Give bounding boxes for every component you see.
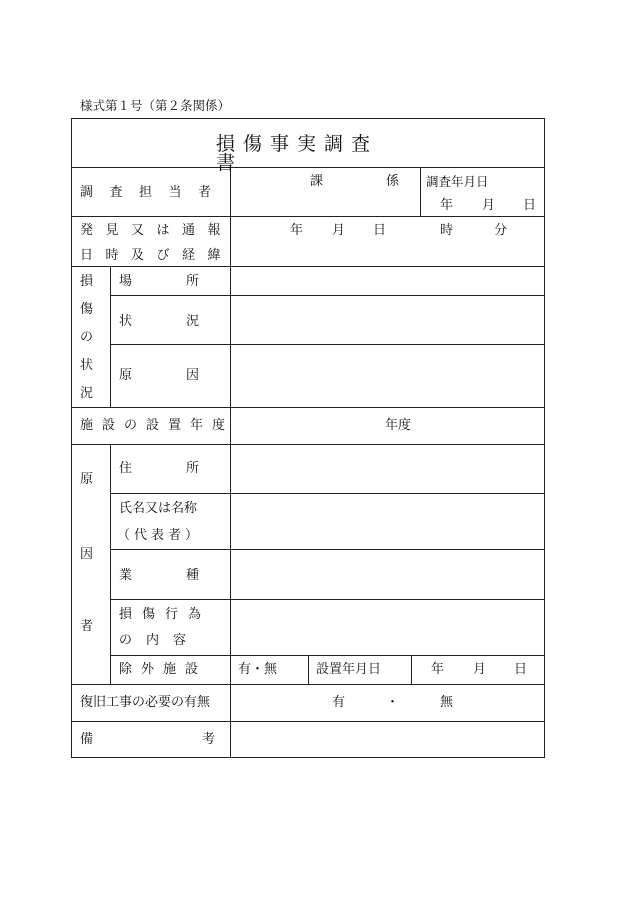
discovery-hour-unit: 時 (440, 223, 454, 238)
damage-status-char: 状 (80, 358, 94, 373)
row-divider (110, 549, 544, 550)
row-divider (72, 684, 544, 685)
row-divider (110, 344, 544, 345)
discovery-label-line1: 発見又は通報 (80, 223, 234, 238)
responsible-party-char: 者 (80, 619, 94, 634)
column-divider (308, 655, 309, 684)
install-date-label: 設置年月日 (316, 662, 382, 677)
section-suffix: 係 (386, 174, 400, 189)
investigation-date-label: 調査年月日 (426, 174, 489, 189)
damage-status-char: 傷 (80, 302, 94, 317)
row-divider (72, 407, 544, 408)
install-day-unit: 日 (514, 662, 528, 677)
damage-status-char: 損 (80, 274, 94, 289)
install-year-unit: 年 (431, 662, 445, 677)
discovery-minute-unit: 分 (494, 223, 508, 238)
restoration-separator: ・ (386, 695, 400, 710)
restoration-option-yes: 有 (332, 695, 346, 710)
row-divider (72, 266, 544, 267)
form-title: 損傷事実調査書 (216, 133, 379, 174)
damage-investigation-form (71, 118, 545, 758)
date-unit-day: 日 (523, 198, 537, 213)
column-divider (411, 655, 412, 684)
remarks-label: 備考 (80, 732, 325, 747)
column-divider (420, 167, 421, 216)
row-divider (72, 216, 544, 217)
facility-year-label: 施設の設置年度 (80, 418, 235, 433)
location-label: 場所 (119, 274, 254, 289)
row-divider (110, 599, 544, 600)
responsible-party-char: 因 (80, 547, 94, 562)
name-label-line2: （代表者） (117, 528, 203, 543)
cause-label: 原因 (119, 368, 254, 383)
presence-choice: 有・無 (238, 662, 278, 677)
date-unit-year: 年 (440, 198, 454, 213)
discovery-label-line2: 日時及び経緯 (80, 248, 234, 263)
date-unit-month: 月 (482, 198, 496, 213)
excluded-facility-label: 除外施設 (119, 662, 208, 677)
discovery-month-unit: 月 (332, 223, 346, 238)
column-divider (110, 266, 111, 407)
row-divider (110, 295, 544, 296)
facility-year-suffix: 年度 (385, 418, 412, 433)
row-divider (72, 444, 544, 445)
investigator-label: 調査担当者 (80, 185, 228, 200)
discovery-day-unit: 日 (373, 223, 387, 238)
industry-label: 業種 (119, 568, 254, 583)
condition-label: 状況 (119, 314, 254, 329)
damage-status-char: の (80, 330, 94, 345)
restoration-option-no: 無 (440, 695, 454, 710)
column-divider (110, 444, 111, 684)
damaging-act-label-line2: の内容 (119, 633, 201, 648)
damaging-act-label-line1: 損傷行為 (119, 607, 212, 622)
damage-status-char: 況 (80, 386, 94, 401)
row-divider (110, 493, 544, 494)
discovery-year-unit: 年 (290, 223, 304, 238)
responsible-party-char: 原 (80, 472, 94, 487)
row-divider (110, 655, 544, 656)
install-month-unit: 月 (473, 662, 487, 677)
restoration-label: 復旧工事の必要の有無 (80, 695, 211, 710)
form-number-caption: 様式第１号（第２条関係） (80, 98, 231, 113)
row-divider (72, 721, 544, 722)
name-label-line1: 氏名又は名称 (119, 501, 198, 516)
address-label: 住所 (119, 461, 254, 476)
department-suffix: 課 (310, 174, 324, 189)
